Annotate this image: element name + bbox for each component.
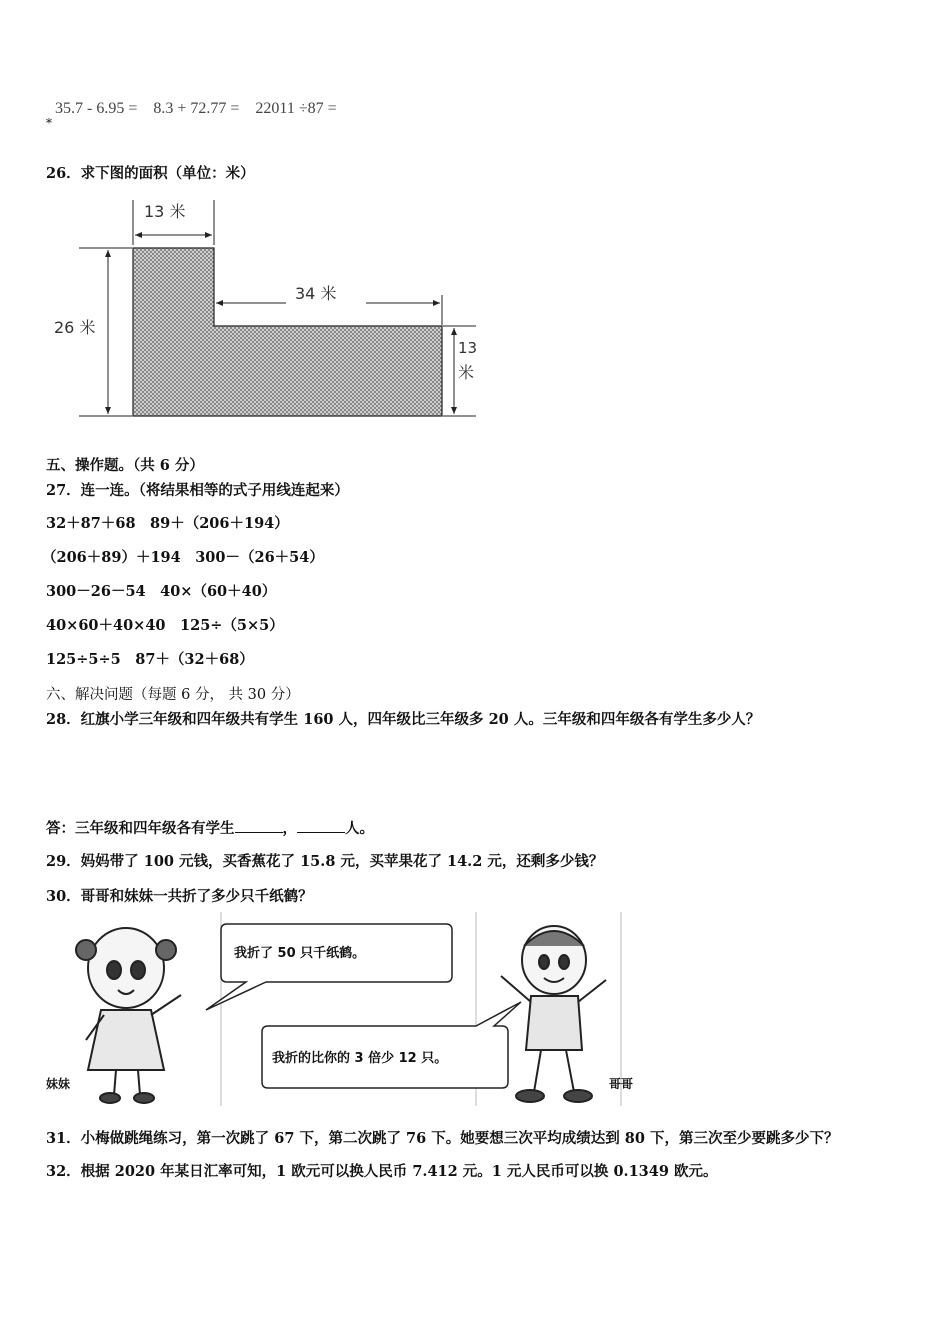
q31-title: 31．小梅做跳绳练习，第一次跳了 67 下，第二次跳了 76 下。她要想三次平均成绩达到 80 下，第三次至少要跳多少下？ [46,1130,839,1147]
l-shape-figure [46,195,486,429]
q32-title: 32．根据 2020 年某日汇率可知，1 欧元可以换人民币 7.412 元。1 元人民币可以换 0.1349 欧元。 [46,1163,718,1180]
q26-title: 26．求下图的面积（单位：米） [46,165,255,182]
q30-cartoon [46,910,636,1114]
l-shape [133,248,442,416]
answer-blank-2[interactable] [297,818,345,833]
q28-answer-suffix: 人。 [345,820,374,837]
section-6-title: 六、解决问题（每题 6 分， 共 30 分） [46,687,300,703]
q30-title: 30．哥哥和妹妹一共折了多少只千纸鹤？ [46,888,313,905]
bubble-2-text: 我折的比你的 3 倍少 12 只。 [272,1051,448,1066]
calc-item-3: 22011 ÷87 = [255,100,337,117]
label-middle: 34 米 [295,284,337,303]
q28-answer-sep: ， [282,820,297,837]
label-top: 13 米 [144,202,186,221]
star-mark: * [46,116,52,130]
calc-item-1: 35.7 - 6.95 = [55,100,138,117]
bubble-1-text: 我折了 50 只千纸鹤。 [234,946,366,961]
q28-answer [46,817,374,838]
label-right-num: 13 [458,339,478,357]
q28-title: 28．红旗小学三年级和四年级共有学生 160 人，四年级比三年级多 20 人。三年级和四年级各有学生多少人？ [46,711,761,728]
q27-row-2: （206＋89）＋194 300－（26＋54） [42,549,324,566]
q27-row-3: 300－26－54 40×（60＋40） [46,583,277,600]
girl-figure [76,928,181,1103]
calc-row [55,100,349,118]
answer-blank-1[interactable] [235,818,283,833]
section-5-title: 五、操作题。（共 6 分） [46,457,204,474]
boy-label: 哥哥 [609,1077,634,1091]
q27-row-4: 40×60＋40×40 125÷（5×5） [46,617,284,634]
calc-item-2: 8.3 + 72.77 = [153,100,240,117]
label-left: 26 米 [54,318,96,337]
girl-label: 妹妹 [46,1077,71,1091]
label-right-unit: 米 [458,363,475,382]
q27-row-1: 32＋87＋68 89＋（206＋194） [46,515,289,532]
q27-row-5: 125÷5÷5 87＋（32＋68） [46,651,254,668]
speech-bubble-1 [206,924,452,1010]
boy-figure [501,926,606,1102]
q27-title: 27．连一连。（将结果相等的式子用线连起来） [46,482,349,499]
speech-bubble-2 [262,1002,521,1088]
q28-answer-prefix: 答：三年级和四年级各有学生 [46,820,235,837]
q29-title: 29．妈妈带了 100 元钱，买香蕉花了 15.8 元，买苹果花了 14.2 元，还剩多少钱？ [46,853,604,870]
